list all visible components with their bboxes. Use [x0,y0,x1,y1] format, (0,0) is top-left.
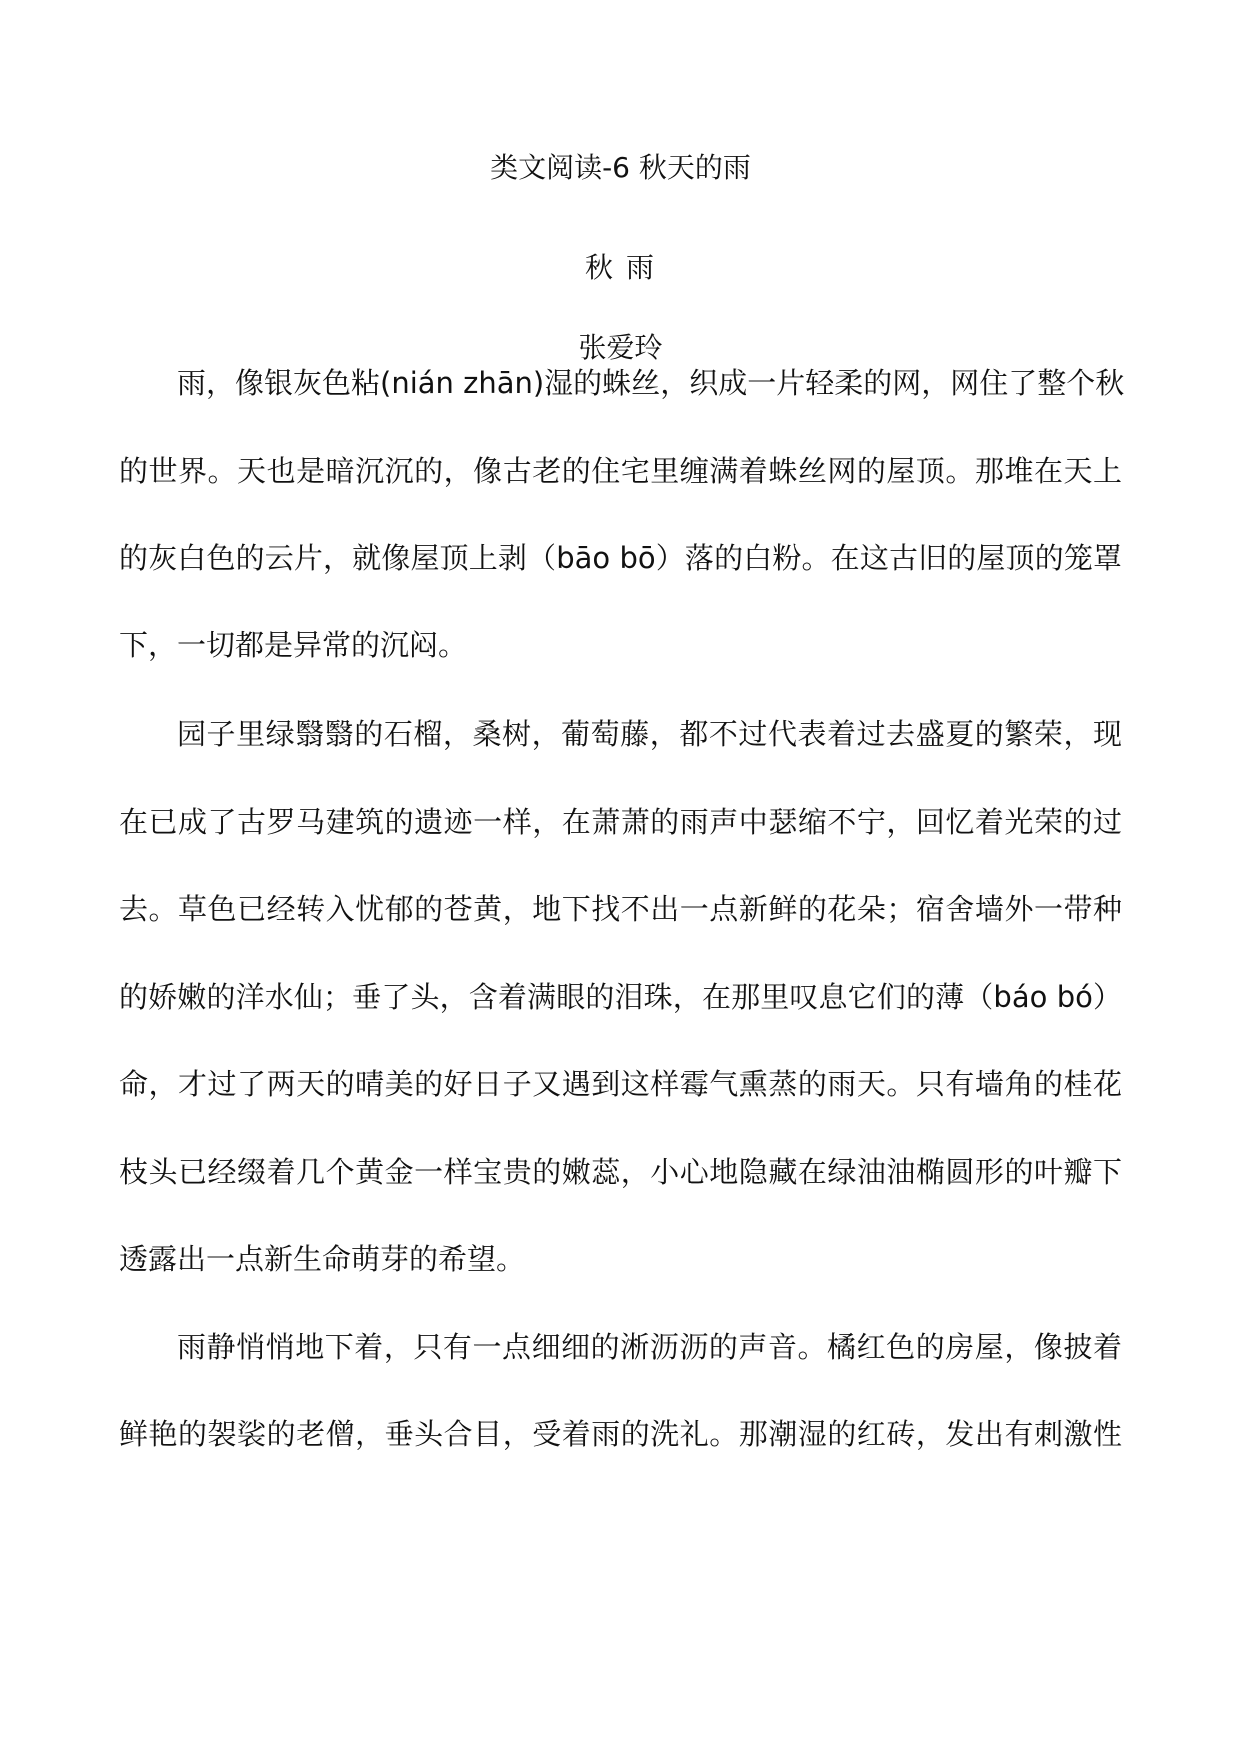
paragraph-2-line-1: 园子里绿翳翳的石榴，桑树，葡萄藤，都不过代表着过去盛夏的繁荣，现 [177,717,1122,751]
paragraph-1-line-2: 的世界。天也是暗沉沉的，像古老的住宅里缠满着蛛丝网的屋顶。那堆在天上 [119,454,1122,488]
paragraph-3-line-1: 雨静悄悄地下着，只有一点细细的淅沥沥的声音。橘红色的房屋，像披着 [177,1330,1122,1364]
author-name: 张爱玲 [578,331,663,364]
paragraph-2-line-3: 去。草色已经转入忧郁的苍黄，地下找不出一点新鲜的花朵；宿舍墙外一带种 [119,892,1122,926]
paragraph-3-line-2: 鲜艳的袈裟的老僧，垂头合目，受着雨的洗礼。那潮湿的红砖，发出有刺激性 [119,1417,1122,1451]
paragraph-1-line-4: 下，一切都是异常的沉闷。 [119,628,468,662]
paragraph-2-line-7: 透露出一点新生命萌芽的希望。 [119,1242,526,1276]
paragraph-2-line-5: 命，才过了两天的晴美的好日子又遇到这样霉气熏蒸的雨天。只有墙角的桂花 [119,1067,1122,1101]
document-title: 类文阅读-6 秋天的雨 [490,151,751,184]
paragraph-1-line-1: 雨，像银灰色粘(nián zhān)湿的蛛丝，织成一片轻柔的网，网住了整个秋 [177,366,1125,400]
essay-title: 秋 雨 [585,251,656,284]
paragraph-2-line-6: 枝头已经缀着几个黄金一样宝贵的嫩蕊，小心地隐藏在绿油油椭圆形的叶瓣下 [119,1155,1122,1189]
paragraph-2-line-2: 在已成了古罗马建筑的遗迹一样，在萧萧的雨声中瑟缩不宁，回忆着光荣的过 [119,805,1122,839]
paragraph-2-line-4: 的娇嫩的洋水仙；垂了头，含着满眼的泪珠，在那里叹息它们的薄（báo bó） [119,980,1122,1014]
paragraph-1-line-3: 的灰白色的云片，就像屋顶上剥（bāo bō）落的白粉。在这古旧的屋顶的笼罩 [119,541,1122,575]
